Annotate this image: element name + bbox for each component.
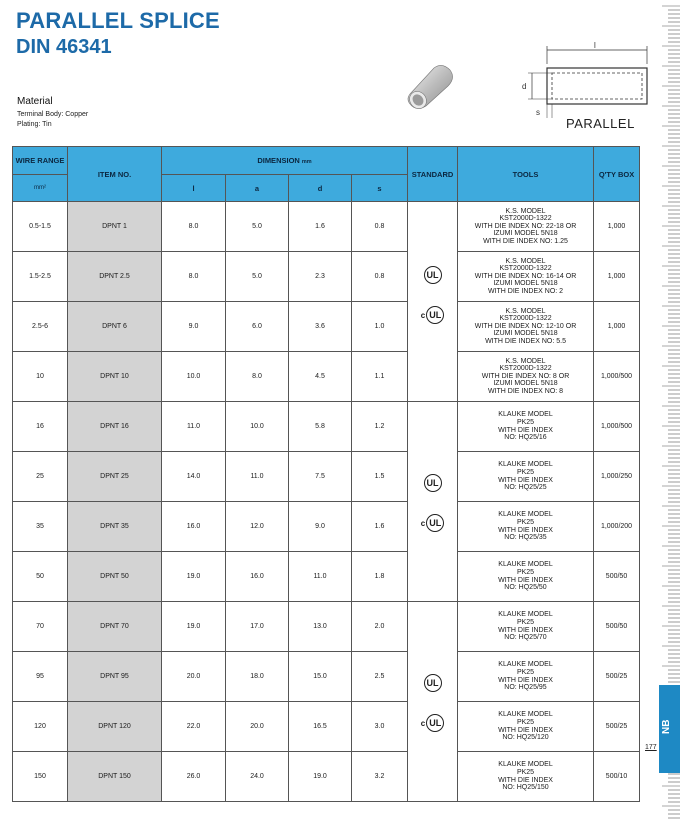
cell-wire-range: 1.5-2.5 [13, 252, 68, 302]
cell-wire-range: 16 [13, 402, 68, 452]
table-row [13, 552, 640, 602]
cell-dim-s: 1.0 [352, 302, 408, 352]
cell-dim-l: 22.0 [162, 702, 226, 752]
cell-wire-range: 0.5-1.5 [13, 202, 68, 252]
cell-dim-s: 3.2 [352, 752, 408, 802]
cell-dim-d: 15.0 [289, 652, 352, 702]
cell-item-no: DPNT 120 [68, 702, 162, 752]
cell-tools [458, 402, 594, 452]
cell-item-no: DPNT 1 [68, 202, 162, 252]
table-row [13, 702, 640, 752]
cell-dim-l: 19.0 [162, 552, 226, 602]
cell-qty: 1,000 [594, 202, 640, 252]
cell-dim-s: 0.8 [352, 202, 408, 252]
cell-tools [458, 602, 594, 652]
tools-line: WITH DIE INDEX NO: 1.25 [483, 237, 568, 245]
page-number: 177 [645, 744, 657, 751]
table-row [13, 402, 640, 452]
tools-line: K.S. MODEL [505, 357, 546, 365]
cell-dim-d: 11.0 [289, 552, 352, 602]
cell-dim-a: 10.0 [226, 402, 289, 452]
page-title: PARALLEL SPLICE [16, 8, 220, 33]
header-dimension [162, 147, 408, 175]
cell-dim-s: 1.2 [352, 402, 408, 452]
cell-dim-a: 11.0 [226, 452, 289, 502]
cell-dim-l: 16.0 [162, 502, 226, 552]
cell-tools [458, 702, 594, 752]
material-heading: Material [17, 96, 53, 107]
cell-wire-range: 2.5-6 [13, 302, 68, 352]
cell-dim-s: 1.6 [352, 502, 408, 552]
tools-line: WITH DIE INDEX [498, 476, 553, 484]
header-dim-d: d [289, 175, 352, 202]
cul-mark-icon: c UL [421, 714, 444, 732]
cell-item-no: DPNT 50 [68, 552, 162, 602]
cell-dim-a: 5.0 [226, 202, 289, 252]
cell-dim-d: 7.5 [289, 452, 352, 502]
tools-line: PK25 [516, 668, 535, 676]
cell-qty: 1,000 [594, 252, 640, 302]
cell-dim-d: 19.0 [289, 752, 352, 802]
cell-wire-range: 120 [13, 702, 68, 752]
cell-item-no: DPNT 70 [68, 602, 162, 652]
cell-dim-s: 2.0 [352, 602, 408, 652]
cell-dim-l: 8.0 [162, 202, 226, 252]
cell-dim-l: 14.0 [162, 452, 226, 502]
cell-item-no: DPNT 35 [68, 502, 162, 552]
tools-line: IZUMI MODEL 5N18 [493, 230, 558, 238]
tools-line: WITH DIE INDEX [498, 726, 553, 734]
cell-wire-range: 10 [13, 352, 68, 402]
tools-line: IZUMI MODEL 5N18 [493, 280, 558, 288]
cell-dim-d: 4.5 [289, 352, 352, 402]
table-row [13, 752, 640, 802]
table-row [13, 602, 640, 652]
tools-line: PK25 [516, 718, 535, 726]
header-qty: Q'TY BOX [594, 147, 640, 202]
tools-line: NO: HQ25/35 [504, 534, 547, 542]
cell-item-no: DPNT 25 [68, 452, 162, 502]
cell-tools [458, 752, 594, 802]
tools-line: PK25 [516, 468, 535, 476]
tools-line: KST2000D-1322 [499, 215, 552, 223]
header-dim-a: a [226, 175, 289, 202]
cell-dim-a: 17.0 [226, 602, 289, 652]
cell-dim-d: 13.0 [289, 602, 352, 652]
tools-line: WITH DIE INDEX NO: 5.5 [485, 337, 566, 345]
tools-line: KLAUKE MODEL [498, 711, 553, 719]
cell-dim-a: 8.0 [226, 352, 289, 402]
tools-line: WITH DIE INDEX NO: 2 [487, 287, 564, 295]
tools-line: PK25 [516, 418, 535, 426]
ul-mark-icon: UL [424, 674, 442, 692]
cell-tools [458, 552, 594, 602]
cell-dim-s: 1.1 [352, 352, 408, 402]
tools-line: KST2000D-1322 [499, 265, 552, 273]
cell-dim-l: 26.0 [162, 752, 226, 802]
tools-line: KLAUKE MODEL [498, 661, 553, 669]
cell-dim-a: 18.0 [226, 652, 289, 702]
tools-line: PK25 [516, 518, 535, 526]
header-dimension-unit: mm [301, 159, 312, 165]
cell-dim-l: 9.0 [162, 302, 226, 352]
cell-wire-range: 35 [13, 502, 68, 552]
tools-line: NO: HQ25/95 [504, 684, 547, 692]
cell-item-no: DPNT 150 [68, 752, 162, 802]
cell-qty: 500/50 [594, 602, 640, 652]
cell-dim-s: 1.5 [352, 452, 408, 502]
spec-table [12, 146, 640, 802]
cul-mark-icon: c UL [421, 306, 444, 324]
cell-standard [408, 202, 458, 402]
cell-wire-range: 50 [13, 552, 68, 602]
header-dim-s: s [352, 175, 408, 202]
cell-wire-range: 150 [13, 752, 68, 802]
cell-dim-s: 0.8 [352, 252, 408, 302]
tools-line: KLAUKE MODEL [498, 411, 553, 419]
cell-dim-l: 10.0 [162, 352, 226, 402]
tools-line: PK25 [516, 568, 535, 576]
table-row [13, 252, 640, 302]
tools-line: NO: HQ25/70 [504, 634, 547, 642]
tools-line: KST2000D-1322 [499, 315, 552, 323]
cell-dim-s: 1.8 [352, 552, 408, 602]
cul-mark-icon: c UL [421, 514, 444, 532]
tools-line: WITH DIE INDEX NO: 16-14 OR [474, 272, 577, 280]
header-item-no: ITEM NO. [68, 147, 162, 202]
tools-line: KLAUKE MODEL [498, 461, 553, 469]
material-line-body: Terminal Body: Copper [17, 111, 89, 118]
diagram-label-d: d [522, 82, 527, 91]
cell-standard [408, 602, 458, 802]
table-row [13, 202, 640, 252]
cell-dim-s: 3.0 [352, 702, 408, 752]
cell-dim-a: 20.0 [226, 702, 289, 752]
cell-dim-d: 5.8 [289, 402, 352, 452]
cell-wire-range: 95 [13, 652, 68, 702]
cell-qty: 1,000/500 [594, 402, 640, 452]
tools-line: KLAUKE MODEL [498, 611, 553, 619]
header-dimension-label: DIMENSION [257, 156, 300, 165]
diagram-label-s: s [536, 108, 540, 117]
cell-item-no: DPNT 6 [68, 302, 162, 352]
cell-item-no: DPNT 2.5 [68, 252, 162, 302]
cell-dim-a: 5.0 [226, 252, 289, 302]
tools-line: WITH DIE INDEX [498, 426, 553, 434]
tools-line: K.S. MODEL [505, 307, 546, 315]
dimension-diagram [506, 40, 656, 120]
tools-line: PK25 [516, 768, 535, 776]
tools-line: NO: HQ25/50 [504, 584, 547, 592]
header-tools: TOOLS [458, 147, 594, 202]
table-row [13, 452, 640, 502]
cell-dim-d: 3.6 [289, 302, 352, 352]
tools-line: NO: HQ25/150 [502, 784, 549, 792]
cell-dim-l: 19.0 [162, 602, 226, 652]
cell-dim-l: 11.0 [162, 402, 226, 452]
tools-line: IZUMI MODEL 5N18 [493, 330, 558, 338]
tools-line: WITH DIE INDEX NO: 12-10 OR [474, 322, 577, 330]
cell-dim-a: 24.0 [226, 752, 289, 802]
diagram-label-l: l [594, 41, 596, 50]
cell-qty: 500/50 [594, 552, 640, 602]
cell-tools [458, 202, 594, 252]
cell-standard [408, 402, 458, 602]
ul-mark-icon: UL [424, 474, 442, 492]
cell-dim-d: 1.6 [289, 202, 352, 252]
tools-line: KLAUKE MODEL [498, 761, 553, 769]
cell-tools [458, 502, 594, 552]
cell-wire-range: 70 [13, 602, 68, 652]
tools-line: KLAUKE MODEL [498, 511, 553, 519]
cell-qty: 1,000/250 [594, 452, 640, 502]
cell-qty: 500/10 [594, 752, 640, 802]
page-subtitle: DIN 46341 [16, 36, 112, 58]
tools-line: WITH DIE INDEX [498, 776, 553, 784]
tools-line: WITH DIE INDEX [498, 526, 553, 534]
tools-line: NO: HQ25/120 [502, 734, 549, 742]
cell-wire-range: 25 [13, 452, 68, 502]
table-row [13, 652, 640, 702]
tools-line: NO: HQ25/16 [504, 434, 547, 442]
cell-dim-d: 9.0 [289, 502, 352, 552]
cell-tools [458, 352, 594, 402]
tools-line: KST2000D-1322 [499, 365, 552, 373]
cell-tools [458, 652, 594, 702]
cell-qty: 500/25 [594, 652, 640, 702]
cell-item-no: DPNT 95 [68, 652, 162, 702]
cell-dim-l: 20.0 [162, 652, 226, 702]
cell-qty: 500/25 [594, 702, 640, 752]
cell-dim-a: 16.0 [226, 552, 289, 602]
cell-dim-l: 8.0 [162, 252, 226, 302]
cell-item-no: DPNT 10 [68, 352, 162, 402]
cell-qty: 1,000/500 [594, 352, 640, 402]
ul-mark-icon: UL [424, 266, 442, 284]
material-line-plating: Plating: Tin [17, 121, 52, 128]
splice-sleeve-image [400, 62, 458, 110]
tools-line: PK25 [516, 618, 535, 626]
tools-line: K.S. MODEL [505, 207, 546, 215]
cell-dim-a: 6.0 [226, 302, 289, 352]
cell-dim-d: 2.3 [289, 252, 352, 302]
cell-qty: 1,000 [594, 302, 640, 352]
tools-line: WITH DIE INDEX NO: 8 OR [481, 372, 570, 380]
table-row [13, 502, 640, 552]
table-row [13, 352, 640, 402]
tools-line: WITH DIE INDEX [498, 576, 553, 584]
tools-line: KLAUKE MODEL [498, 561, 553, 569]
cell-item-no: DPNT 16 [68, 402, 162, 452]
header-wire-unit: mm² [13, 175, 68, 202]
diagram-caption: PARALLEL [566, 116, 635, 131]
cell-tools [458, 452, 594, 502]
tools-line: IZUMI MODEL 5N18 [493, 380, 558, 388]
cell-qty: 1,000/200 [594, 502, 640, 552]
cell-tools [458, 302, 594, 352]
tools-line: WITH DIE INDEX NO: 22-18 OR [474, 222, 577, 230]
tools-line: WITH DIE INDEX [498, 676, 553, 684]
tools-line: NO: HQ25/25 [504, 484, 547, 492]
section-tab-label: NB [661, 719, 672, 734]
cell-tools [458, 252, 594, 302]
cell-dim-d: 16.5 [289, 702, 352, 752]
cell-dim-s: 2.5 [352, 652, 408, 702]
tools-line: WITH DIE INDEX NO: 8 [487, 387, 564, 395]
table-row [13, 302, 640, 352]
tools-line: K.S. MODEL [505, 257, 546, 265]
cell-dim-a: 12.0 [226, 502, 289, 552]
header-dim-l: l [162, 175, 226, 202]
tools-line: WITH DIE INDEX [498, 626, 553, 634]
header-standard: STANDARD [408, 147, 458, 202]
header-wire-range: WIRE RANGE [13, 147, 68, 175]
